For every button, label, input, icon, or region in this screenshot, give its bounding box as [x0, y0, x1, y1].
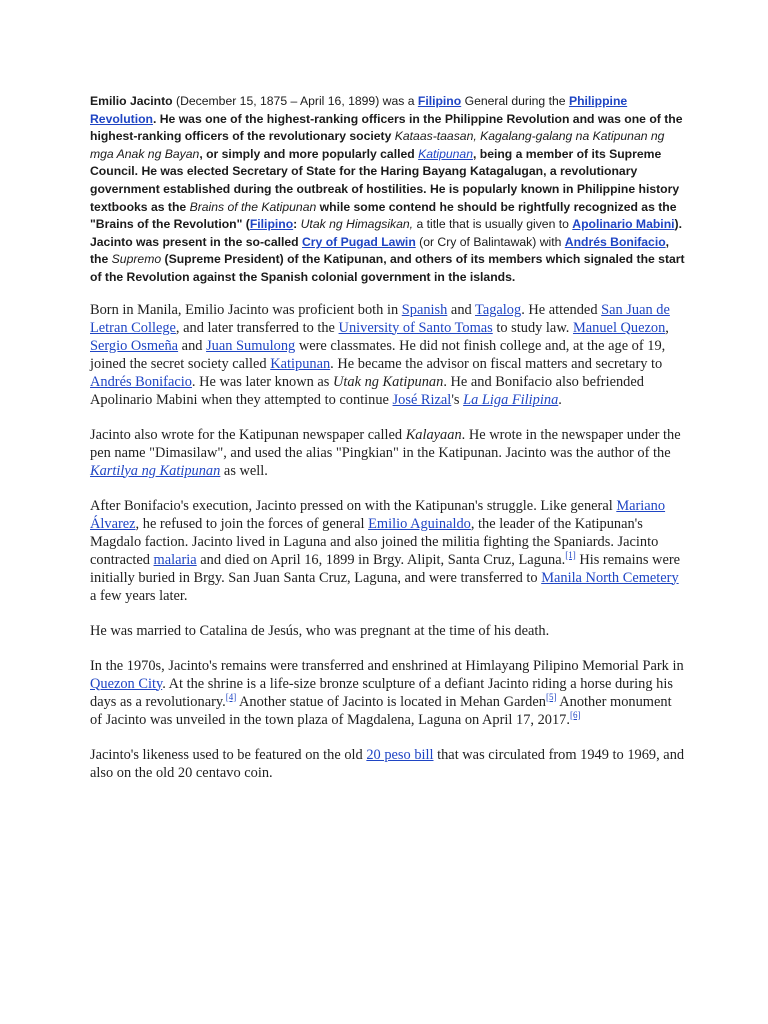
later-life-paragraph: After Bonifacio's execution, Jacinto pressed on with the Katipunan's struggle. Like general Mariano Álvarez, he refused to join the forces of general Emilio Aguinaldo, the leader of the Katipunan's Magdalo faction. Jacinto lived in Laguna and also joined the militia fighting the Spaniards. Jacinto contracted malaria and died on April 16, 1899 in Brgy. Alipit, Santa Cruz, Laguna.[1] His remains were initially buried in Brgy. San Juan Santa Cruz, Laguna, and were transferred to Manila North Cemetery a few years later.: [90, 497, 681, 604]
early-life-paragraph: Born in Manila, Emilio Jacinto was proficient both in Spanish and Tagalog. He attended San Juan de Letran College, and later transferred to the University of Santo Tomas to study law. Manuel Quezon, Sergio Osmeña and Juan Sumulong were classmates. He did not finish college and, at the age of 19, joined the secret society called Katipunan. He became the advisor on fiscal matters and secretary to Andrés Bonifacio. He was later known as Utak ng Katipunan. He and Bonifacio also befriended Apolinario Mabini when they attempted to continue José Rizal's La Liga Filipina.: [90, 301, 670, 408]
citation-4[interactable]: [4]: [225, 691, 237, 702]
link-cry-of-pugad-lawin[interactable]: Cry of Pugad Lawin: [302, 234, 416, 249]
link-andres-bonifacio[interactable]: Andrés Bonifacio: [564, 234, 666, 249]
link-filipino[interactable]: Filipino: [417, 94, 462, 108]
subject-name: Emilio Jacinto: [90, 94, 173, 108]
link-la-liga-filipina[interactable]: La Liga Filipina: [463, 391, 559, 408]
intro-paragraph: Emilio Jacinto (December 15, 1875 – April 16, 1899) was a Filipino General during the Philippine Revolution. He was one of the highest-ranking officers in the Philippine Revolution and was one of the highest-ranking officers of the revolutionary society Kataas-taasan, Kagalang-galang na Katipunan ng mga Anak ng Bayan, or simply and more popularly called Katipunan, being a member of its Supreme Council. He was elected Secretary of State for the Haring Bayang Katagalugan, a revolutionary government established during the outbreak of hostilities. He is popularly known in Philippine history textbooks as the Brains of the Katipunan while some contend he should be rightfully recognized as the "Brains of the Revolution" (Filipino: Utak ng Himagsikan, a title that is usually given to Apolinario Mabini). Jacinto was present in the so-called Cry of Pugad Lawin (or Cry of Balintawak) with Andrés Bonifacio, the Supremo (Supreme President) of the Katipunan, and others of its members which signaled the start of the Revolution against the Spanish colonial government in the islands.: [90, 94, 685, 284]
link-kartilya-ng-katipunan[interactable]: Kartilya ng Katipunan: [90, 462, 221, 479]
link-malaria[interactable]: malaria: [153, 551, 197, 568]
personal-life-paragraph: He was married to Catalina de Jesús, who was pregnant at the time of his death.: [90, 622, 550, 639]
link-spanish[interactable]: Spanish: [401, 301, 448, 318]
citation-6[interactable]: [6]: [569, 709, 581, 720]
link-mariano-alvarez[interactable]: Mariano Álvarez: [90, 497, 666, 532]
link-sergio-osmena[interactable]: Sergio Osmeña: [90, 337, 179, 354]
link-manila-north-cemetery[interactable]: Manila North Cemetery: [541, 569, 679, 586]
link-manuel-quezon[interactable]: Manuel Quezon: [572, 319, 666, 336]
link-jose-rizal[interactable]: José Rizal: [392, 391, 452, 408]
link-andres-bonifacio-2[interactable]: Andrés Bonifacio: [90, 373, 192, 390]
link-apolinario-mabini[interactable]: Apolinario Mabini: [572, 217, 675, 232]
link-quezon-city[interactable]: Quezon City: [90, 675, 163, 692]
link-filipino-language[interactable]: Filipino: [249, 217, 294, 232]
link-katipunan[interactable]: Katipunan: [418, 146, 473, 161]
link-philippine-revolution[interactable]: Philippine Revolution: [90, 94, 628, 126]
link-university-of-santo-tomas[interactable]: University of Santo Tomas: [338, 319, 493, 336]
writings-paragraph: Jacinto also wrote for the Katipunan newspaper called Kalayaan. He wrote in the newspaper under the pen name "Dimasilaw", and used the alias "Pingkian" in the Katipunan. Jacinto was the author of the Kartilya ng Katipunan as well.: [90, 426, 681, 479]
link-tagalog[interactable]: Tagalog: [475, 301, 522, 318]
link-20-peso-bill[interactable]: 20 peso bill: [366, 746, 434, 763]
legacy-paragraph: In the 1970s, Jacinto's remains were transferred and enshrined at Himlayang Pilipino Memorial Park in Quezon City. At the shrine is a life-size bronze sculpture of a defiant Jacinto riding a horse during his days as a revolutionary.[4] Another statue of Jacinto is located in Mehan Garden[5] Another monument of Jacinto was unveiled in the town plaza of Magdalena, Laguna on April 17, 2017.[6]: [90, 657, 684, 728]
document-body: [90, 93, 686, 799]
citation-1[interactable]: [1]: [565, 549, 576, 560]
citation-5[interactable]: [5]: [545, 691, 557, 702]
link-emilio-aguinaldo[interactable]: Emilio Aguinaldo: [368, 515, 471, 532]
link-san-juan-de-letran[interactable]: San Juan de Letran College: [90, 301, 670, 336]
link-juan-sumulong[interactable]: Juan Sumulong: [206, 337, 296, 354]
currency-paragraph: Jacinto's likeness used to be featured on the old 20 peso bill that was circulated from 1949 to 1969, and also on the old 20 centavo coin.: [90, 746, 685, 781]
link-katipunan-2[interactable]: Katipunan: [270, 355, 331, 372]
